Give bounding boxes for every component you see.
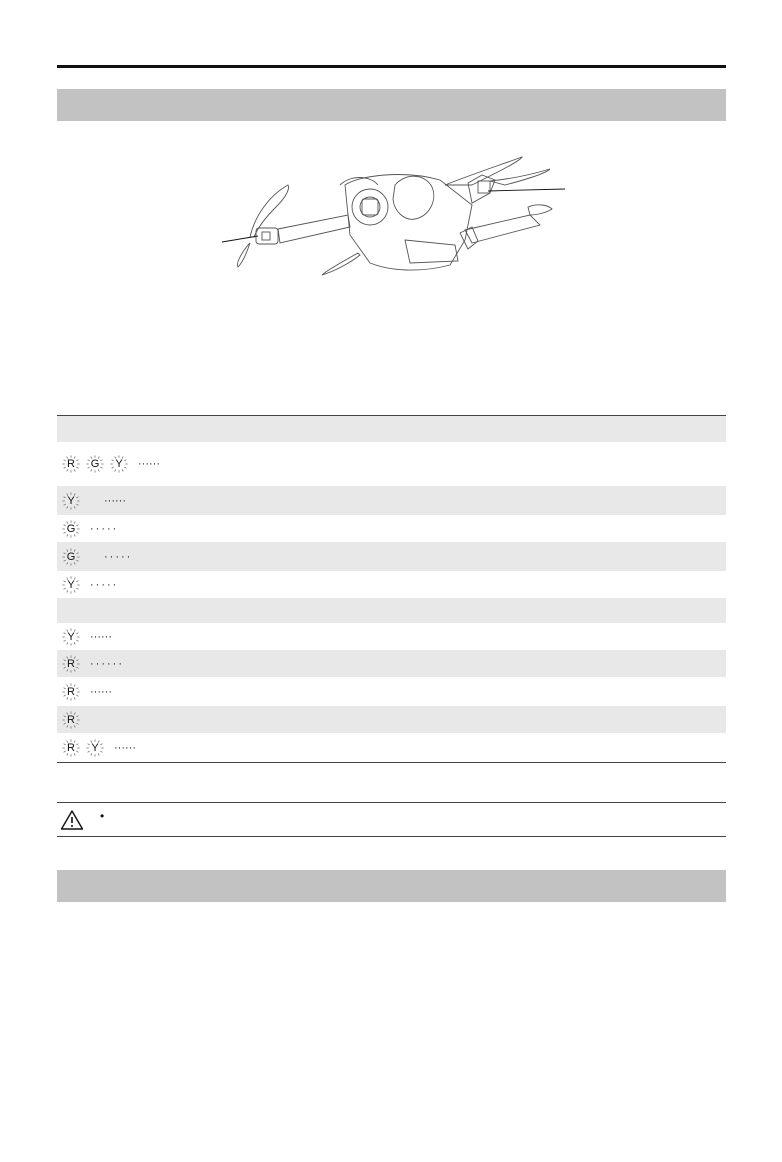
led-letter: Y xyxy=(91,741,99,754)
table-row xyxy=(57,571,726,598)
table-row xyxy=(57,650,726,677)
table-subheader-row xyxy=(57,416,726,442)
status-led-table xyxy=(57,415,726,763)
led-letter: Y xyxy=(67,630,75,643)
led-letter: G xyxy=(66,522,76,535)
led-letter: Y xyxy=(67,578,75,591)
table-row xyxy=(57,442,726,486)
gimbal-camera xyxy=(352,189,388,225)
led-green-icon xyxy=(62,548,80,566)
led-red-icon xyxy=(62,455,80,473)
blink-pattern-dots: ······ xyxy=(90,630,112,643)
table-bottom-rule xyxy=(57,762,726,763)
blink-pattern-dots: ····· xyxy=(104,550,133,563)
blink-pattern-dots: ····· xyxy=(90,578,119,591)
led-yellow-icon xyxy=(62,576,80,594)
table-row xyxy=(57,623,726,650)
led-letter: R xyxy=(67,713,75,726)
table-row xyxy=(57,706,726,733)
blink-pattern-dots: ······ xyxy=(90,685,112,698)
led-yellow-icon xyxy=(110,455,128,473)
led-letter: G xyxy=(90,458,100,470)
left-arm xyxy=(278,215,350,243)
rear-right-arm xyxy=(465,215,540,243)
left-led xyxy=(262,232,270,240)
section-header-bar-top xyxy=(57,89,726,121)
left-motor xyxy=(256,228,278,244)
led-letter: R xyxy=(67,657,75,670)
left-propeller-blade-1 xyxy=(250,185,289,237)
led-letter: R xyxy=(67,741,75,754)
blink-pattern-dots: ····· xyxy=(90,522,119,535)
warning-triangle-icon xyxy=(60,809,84,831)
table-row xyxy=(57,486,726,515)
rear-left-propeller xyxy=(322,253,360,275)
table-row xyxy=(57,733,726,762)
front-sensor xyxy=(393,176,434,219)
led-letter: Y xyxy=(67,494,75,507)
blink-pattern-dots: ······ xyxy=(114,741,136,754)
callout-line-left xyxy=(222,236,258,242)
table-subheader-row xyxy=(57,598,726,623)
led-yellow-icon xyxy=(86,739,104,757)
rear-right-motor xyxy=(528,205,552,215)
top-rule xyxy=(57,65,726,68)
led-green-icon xyxy=(62,520,80,538)
section-header-bar-bottom xyxy=(57,870,726,902)
led-red-icon xyxy=(62,683,80,701)
led-letter: Y xyxy=(115,458,123,470)
led-yellow-icon xyxy=(62,628,80,646)
table-row xyxy=(57,515,726,542)
left-propeller-blade-2 xyxy=(237,243,250,267)
blink-pattern-dots: ······ xyxy=(90,657,124,670)
led-letter: G xyxy=(66,550,76,563)
led-red-icon xyxy=(62,711,80,729)
front-right-arm xyxy=(468,175,495,203)
blink-pattern-dots: ······ xyxy=(104,494,126,507)
table-row xyxy=(57,677,726,706)
blink-pattern-dots: ······ xyxy=(138,458,160,470)
led-letter: R xyxy=(67,458,75,470)
led-red-icon xyxy=(62,655,80,673)
led-green-icon xyxy=(86,455,104,473)
table-row xyxy=(57,542,726,571)
warning-bullet: • xyxy=(100,809,105,823)
table-rows xyxy=(57,416,726,762)
callout-line-right xyxy=(488,189,565,191)
led-letter: R xyxy=(67,685,75,698)
led-red-icon xyxy=(62,739,80,757)
drone-illustration xyxy=(210,145,580,285)
led-yellow-icon xyxy=(62,492,80,510)
warning-notice xyxy=(57,802,726,837)
